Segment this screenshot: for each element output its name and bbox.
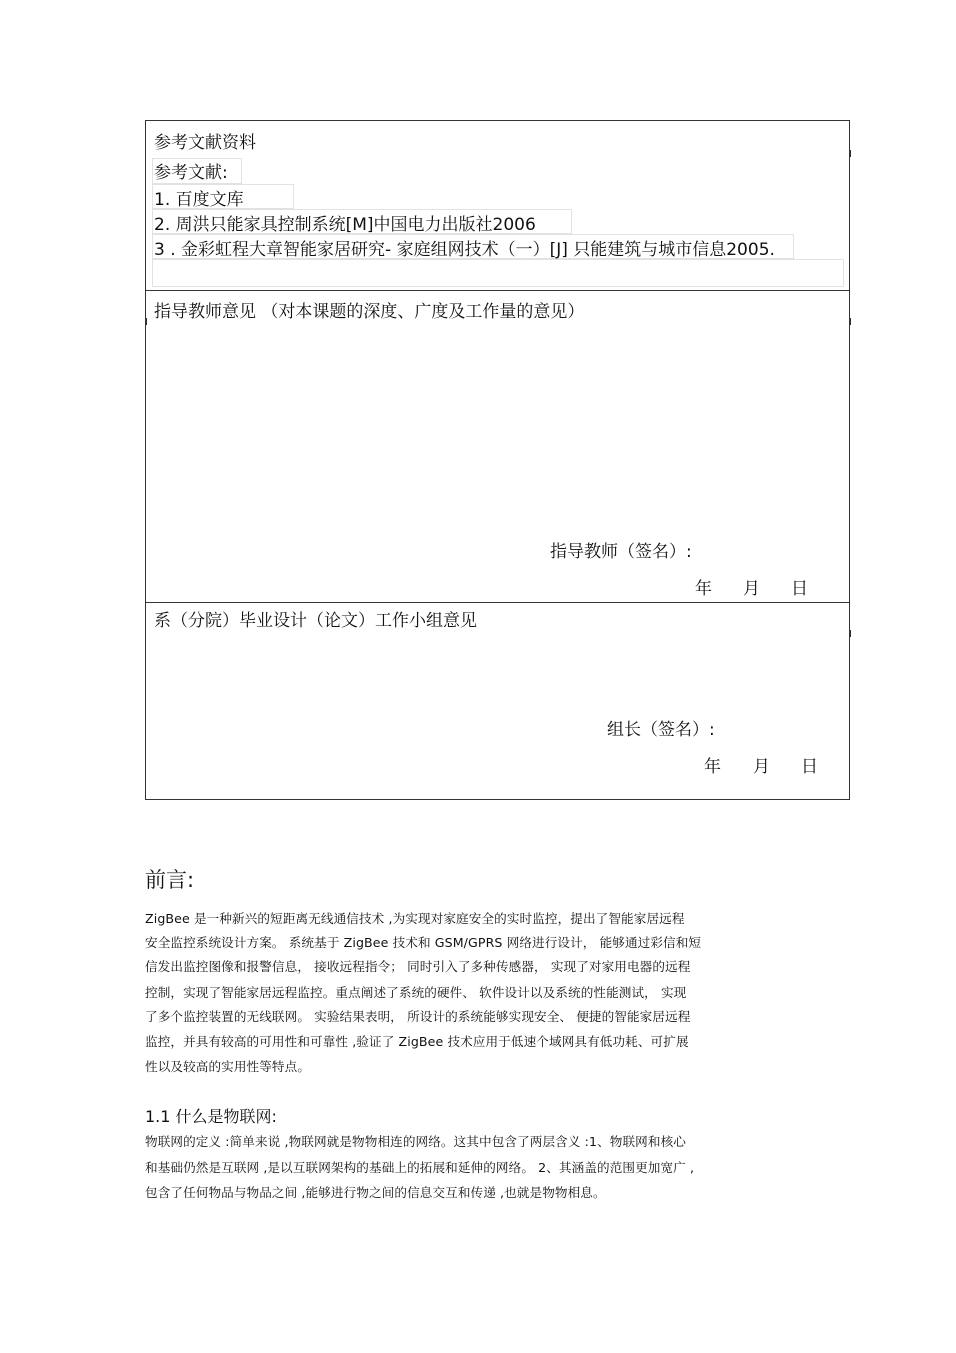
- preface-line: 监控，并具有较高的可用性和可靠性 ,验证了 ZigBee 技术应用于低速个域网具有低功耗、可扩展: [145, 1034, 689, 1049]
- advisor-date-month: 月: [743, 579, 760, 599]
- section-line: 和基础仍然是互联网 ,是以互联网架构的基础上的拓展和延伸的网络。 2、其涵盖的范围更加宽广 ,: [145, 1160, 695, 1175]
- advisor-date-day: 日: [791, 579, 808, 599]
- advisor-box: [145, 290, 850, 603]
- advisor-date-year: 年: [695, 579, 712, 599]
- department-title: 系（分院）毕业设计（论文）工作小组意见: [154, 611, 477, 631]
- references-label: 参考文献:: [154, 163, 228, 183]
- border-tick: [849, 318, 851, 325]
- preface-line: 了多个监控装置的无线联网。 实验结果表明， 所设计的系统能够实现安全、 便捷的智能家居远程: [145, 1009, 691, 1024]
- section-heading: 1.1 什么是物联网:: [145, 1107, 277, 1126]
- preface-line: 信发出监控图像和报警信息， 接收远程指令； 同时引入了多种传感器， 实现了对家用电器的远程: [145, 959, 691, 974]
- department-date-day: 日: [801, 757, 818, 777]
- advisor-title: 指导教师意见 （对本课题的深度、广度及工作量的意见）: [154, 302, 585, 322]
- reference-item: 1. 百度文库: [154, 190, 244, 210]
- department-date-year: 年: [704, 757, 721, 777]
- section-line: 物联网的定义 :简单来说 ,物联网就是物物相连的网络。这其中包含了两层含义 :1、物联网和核心: [145, 1134, 686, 1149]
- department-signature: 组长（签名）:: [607, 720, 715, 740]
- department-date-month: 月: [753, 757, 770, 777]
- preface-line: 控制，实现了智能家居远程监控。重点阐述了系统的硬件、 软件设计以及系统的性能测试， 实现: [145, 985, 687, 1000]
- preface-line: ZigBee 是一种新兴的短距离无线通信技术 ,为实现对家庭安全的实时监控，提出了智能家居远程: [145, 911, 685, 926]
- department-box: [145, 602, 850, 800]
- section-line: 包含了任何物品与物品之间 ,能够进行物之间的信息交互和传递 ,也就是物物相息。: [145, 1185, 606, 1200]
- ghost-frame: [152, 259, 844, 287]
- border-tick: [849, 150, 851, 157]
- preface-heading: 前言:: [145, 868, 195, 892]
- advisor-signature: 指导教师（签名）:: [550, 542, 692, 562]
- preface-line: 性以及较高的实用性等特点。: [145, 1059, 311, 1074]
- references-header: 参考文献资料: [154, 133, 256, 153]
- border-tick: [849, 630, 851, 637]
- reference-item: 2. 周洪只能家具控制系统[M]中国电力出版社2006: [154, 215, 536, 235]
- border-tick: [145, 318, 147, 325]
- reference-item: 3 . 金彩虹程大章智能家居研究- 家庭组网技术（一）[J] 只能建筑与城市信息2005.: [154, 240, 775, 260]
- preface-line: 安全监控系统设计方案。 系统基于 ZigBee 技术和 GSM/GPRS 网络进行设计， 能够通过彩信和短: [145, 935, 702, 950]
